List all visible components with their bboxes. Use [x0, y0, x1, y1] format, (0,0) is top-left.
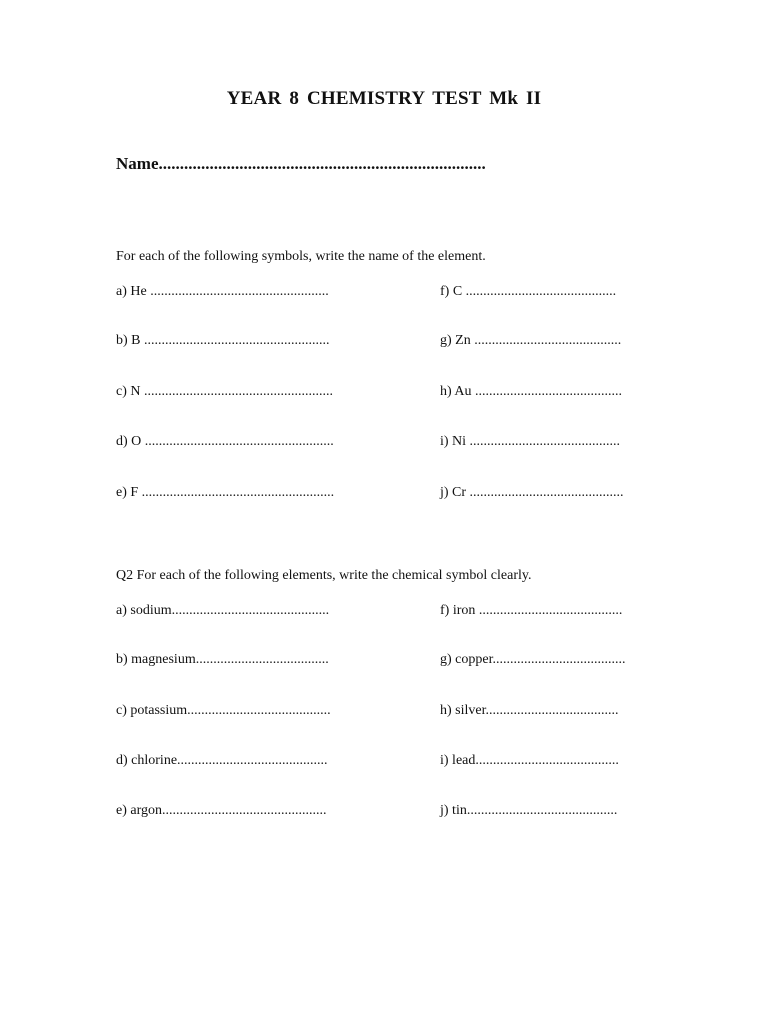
- q1-item-i: i) Ni ...........................................: [440, 434, 621, 449]
- page-title: YEAR 8 CHEMISTRY TEST Mk II: [226, 88, 542, 109]
- q2-item-e: e) argon...............................................: [116, 803, 327, 818]
- q2-item-j: j) tin...........................................: [440, 803, 618, 818]
- q1-item-d: d) O ......................................................: [116, 434, 334, 449]
- q2-item-g: g) copper......................................: [440, 652, 626, 667]
- q1-item-f: f) C ...........................................: [440, 284, 617, 299]
- q2-item-h: h) silver......................................: [440, 703, 619, 718]
- q1-item-c: c) N ......................................................: [116, 384, 333, 399]
- q1-instruction: For each of the following symbols, write the name of the element.: [116, 249, 486, 264]
- q2-item-b: b) magnesium......................................: [116, 652, 329, 667]
- q2-item-c: c) potassium.........................................: [116, 703, 331, 718]
- q1-item-j: j) Cr ............................................: [440, 485, 624, 500]
- q2-item-d: d) chlorine...........................................: [116, 753, 328, 768]
- q1-item-g: g) Zn ..........................................: [440, 333, 622, 348]
- q2-item-i: i) lead.........................................: [440, 753, 619, 768]
- name-field: Name.............................................................................: [116, 154, 486, 173]
- q2-item-a: a) sodium.............................................: [116, 603, 330, 618]
- q1-item-h: h) Au ..........................................: [440, 384, 622, 399]
- q2-instruction: Q2 For each of the following elements, write the chemical symbol clearly.: [116, 568, 532, 583]
- q1-item-a: a) He ...................................................: [116, 284, 329, 299]
- q2-item-f: f) iron .........................................: [440, 603, 623, 618]
- q1-item-b: b) B .....................................................: [116, 333, 330, 348]
- q1-item-e: e) F .......................................................: [116, 485, 335, 500]
